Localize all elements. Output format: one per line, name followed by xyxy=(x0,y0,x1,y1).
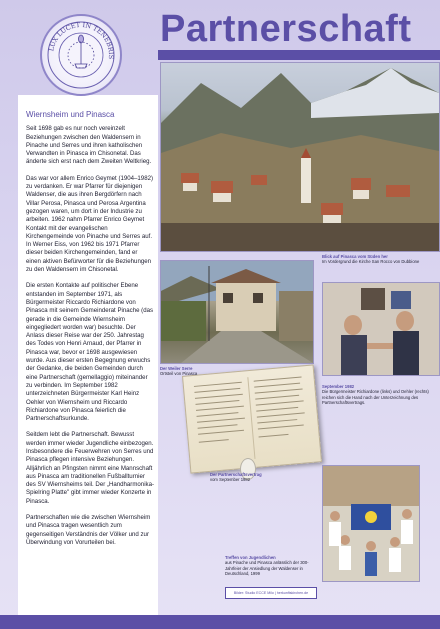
photo-youth-meeting xyxy=(322,465,420,582)
caption-title: Der Partnerschaftsvertrag xyxy=(210,472,262,477)
photo-weiler-serre xyxy=(160,260,314,364)
caption-signing xyxy=(322,384,438,406)
photo-signing-ceremony xyxy=(322,282,440,376)
footer-bar xyxy=(0,615,440,629)
seal-motto: LUX LUCET IN TENEBRIS xyxy=(47,20,116,60)
caption-title: Treffen von Jugendlichen xyxy=(225,555,276,560)
photo-pinasca-valley xyxy=(160,62,440,252)
caption-text: Ortsteil von Pinasca xyxy=(160,371,198,377)
article-heading: Wiernsheim und Pinasca xyxy=(26,110,115,119)
image-credit: Bilder: Studio ECCE Milo | herkunftskirchen.de xyxy=(225,587,317,599)
paragraph: Partnerschaften wie die zwischen Wiernsheim und Pinasca tragen wesentlich zum gegenseitigen Verständnis der Völker und zur Überwindung von Vorurteilen bei. xyxy=(26,514,151,546)
caption-text: aus Pinache und Pinasca anlässlich der 300-Jahrfeier der Ansiedlung der Waldenser in Deutschland, 1999 xyxy=(225,560,309,577)
caption-text: vom September 1982 xyxy=(210,477,251,483)
caption-text: Im Vordergrund die Kirche San Rocco von Dubbione xyxy=(322,259,420,265)
contract-document xyxy=(182,364,322,473)
page-title: Partnerschaft xyxy=(160,8,412,50)
caption-text: Die Bürgermeister Richiardone (links) und Oehler (rechts) reichen sich die Hand nach der Unterzeichnung des Partnerschaftsvertrags. xyxy=(322,389,429,406)
paragraph: Das war vor allem Enrico Geymet (1904–1982) zu verdanken. Er war Pfarrer für diejenigen Waldenser, die aus ihren Bergdörfern nach Villar Perosa, Pinasca und Perosa Argentina gezogen waren, um dort in der Industrie zu arbeiten. 1962 nahm Pfarrer Enrico Geymet Kontakt mit der evangelischen Kirchengemeinde von Pinache und Serres auf. In Werner Eiss, von 1962 bis 1971 Pfarrer dieser beiden Kirchengemeinden, fand er einen aktiven Befürworter für die Beziehungen zu den Waldensern im Chisonetal. xyxy=(26,174,154,274)
caption-contract xyxy=(210,472,310,483)
caption-title: Blick auf Pinasca vom Süden her xyxy=(322,254,388,259)
article xyxy=(26,111,154,555)
caption-youth xyxy=(225,555,317,577)
paragraph: Seit 1698 gab es nur noch vereinzelt Beziehungen zwischen den Waldensern in Pinache und Serres und ihren katholischen Verwandten in Pinasca im Chisonetal. Das änderte sich erst nach dem Zweiten Weltkrieg. xyxy=(26,125,152,166)
caption-title: Der Weiler Serre xyxy=(160,366,193,371)
caption-title: September 1982 xyxy=(322,384,355,389)
paragraph: Die ersten Kontakte auf politischer Ebene entstanden im September 1971, als Bürgermeister Riccardo Richiardone von Pinasca mit seinem Gemeinderat Pinache (das gerade in die Gemeinde Wiernsheim eingegliedert worden war) besuchte. Der Anlass dieser Reise war der 250. Jahrestag des Todes von Henri Arnaud, der Pfarrer in Pinasca war, bevor er 1698 ausgewiesen wurde. Aus dieser ersten Begegnung erwuchs der Gedanke, die beiden Gemeinden durch eine Partnerschaft (gemellaggio) miteinander zu verbinden. Im September 1982 unterzeichneten Bürgermeister Karl Heinz Oehler von Wiernsheim und Riccardo Richiardone von Pinasca feierlich die Partnerschaftsurkunde. xyxy=(26,282,154,423)
waldensian-seal xyxy=(40,14,122,96)
caption-street xyxy=(160,366,220,377)
paragraph: Seitdem lebt die Partnerschaft. Bewusst werden immer wieder Jugendliche einbezogen. Insbesondere die Feuerwehren von Serres und Pinasca pflegen intensive Beziehungen. Alljährlich an Pfingsten nimmt eine Mannschaft aus Pinasca am traditionellen Fußballturnier des SV Wiernsheims teil. Der „Handharmonika-Spielring Platte" gibt immer wieder Konzerte in Pinasca. xyxy=(26,431,155,505)
caption-church xyxy=(322,254,438,265)
title-bar xyxy=(158,50,440,60)
